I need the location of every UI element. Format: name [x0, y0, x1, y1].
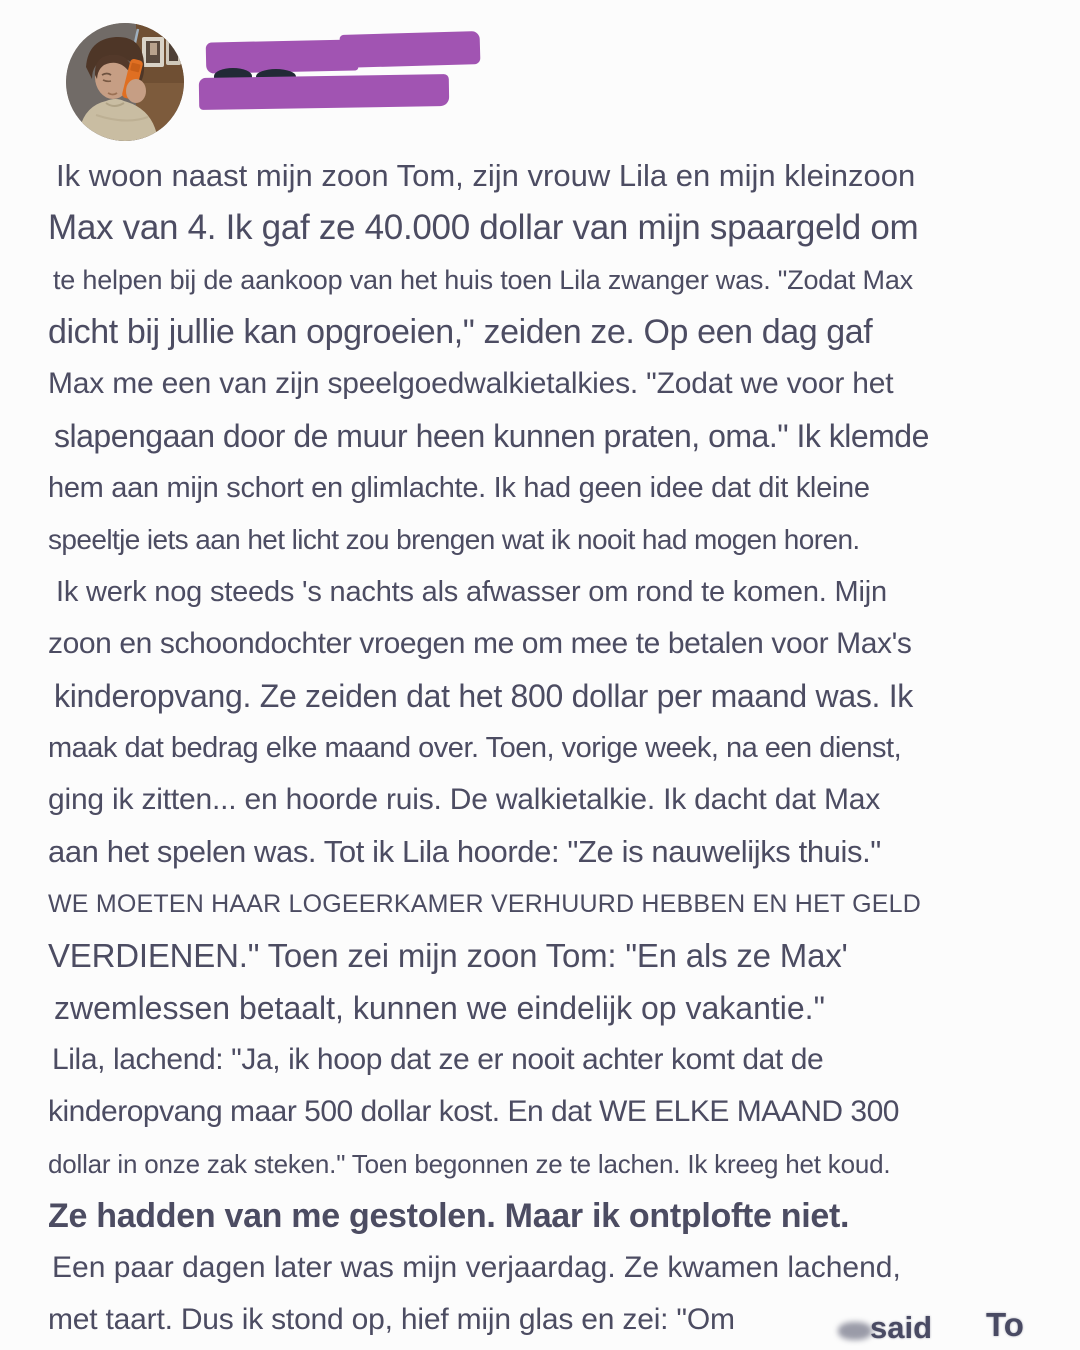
story-line-caps: WE MOETEN HAAR LOGEERKAMER VERHUURD HEBBEN EN HET GELD [48, 889, 921, 918]
story-line: slapengaan door de muur heen kunnen praten, oma." Ik klemde [54, 417, 929, 454]
username-redaction-scribble [340, 31, 481, 68]
story-line: dollar in onze zak steken." Toen begonnen ze te lachen. Ik kreeg het koud. [48, 1148, 891, 1179]
story-line: kinderopvang maar 500 dollar kost. En dat WE ELKE MAAND 300 [48, 1095, 899, 1128]
story-line: Ik werk nog steeds 's nachts als afwasser om rond te komen. Mijn [56, 575, 887, 608]
story-line: ging ik zitten... en hoorde ruis. De walkietalkie. Ik dacht dat Max [48, 783, 881, 816]
story-line: Een paar dagen later was mijn verjaardag. Ze kwamen lachend, [52, 1251, 901, 1284]
story-line: Max me een van zijn speelgoedwalkietalkies. "Zodat we voor het [48, 367, 894, 400]
post-header [0, 0, 1080, 150]
text-glitch-smudge [838, 1322, 872, 1340]
avatar-illustration [66, 23, 184, 141]
story-line: Lila, lachend: "Ja, ik hoop dat ze er nooit achter komt dat de [52, 1043, 824, 1076]
story-line: te helpen bij de aankoop van het huis toen Lila zwanger was. "Zodat Max [53, 264, 913, 295]
avatar[interactable] [66, 23, 184, 141]
story-line-emphasis: Ze hadden van me gestolen. Maar ik ontplofte niet. [48, 1196, 850, 1235]
story-line: Max van 4. Ik gaf ze 40.000 dollar van mijn spaargeld om [48, 208, 919, 247]
story-line: zoon en schoondochter vroegen me om mee te betalen voor Max's [48, 627, 912, 660]
story-line: kinderopvang. Ze zeiden dat het 800 dollar per maand was. Ik [54, 677, 913, 714]
story-line: speeltje iets aan het licht zou brengen wat ik nooit had mogen horen. [48, 524, 860, 555]
story-line-truncated: met taart. Dus ik stond op, hief mijn glas en zei: "Om [48, 1303, 735, 1336]
story-line: Ik woon naast mijn zoon Tom, zijn vrouw Lila en mijn kleinzoon [56, 158, 916, 193]
story-line: maak dat bedrag elke maand over. Toen, vorige week, na een dienst, [48, 731, 902, 764]
glitch-text-fragment: said [870, 1310, 933, 1345]
story-line: aan het spelen was. Tot ik Lila hoorde: "Ze is nauwelijks thuis." [48, 834, 881, 869]
story-text [48, 150, 1038, 1346]
story-line: VERDIENEN." Toen zei mijn zoon Tom: "En als ze Max' [48, 937, 848, 974]
story-line: zwemlessen betaalt, kunnen we eindelijk op vakantie." [54, 989, 825, 1026]
glitch-text-fragment: To [986, 1306, 1024, 1343]
subtitle-redaction-scribble [199, 74, 449, 110]
story-line: hem aan mijn schort en glimlachte. Ik had geen idee dat dit kleine [48, 471, 870, 504]
story-line: dicht bij jullie kan opgroeien," zeiden ze. Op een dag gaf [48, 312, 873, 351]
